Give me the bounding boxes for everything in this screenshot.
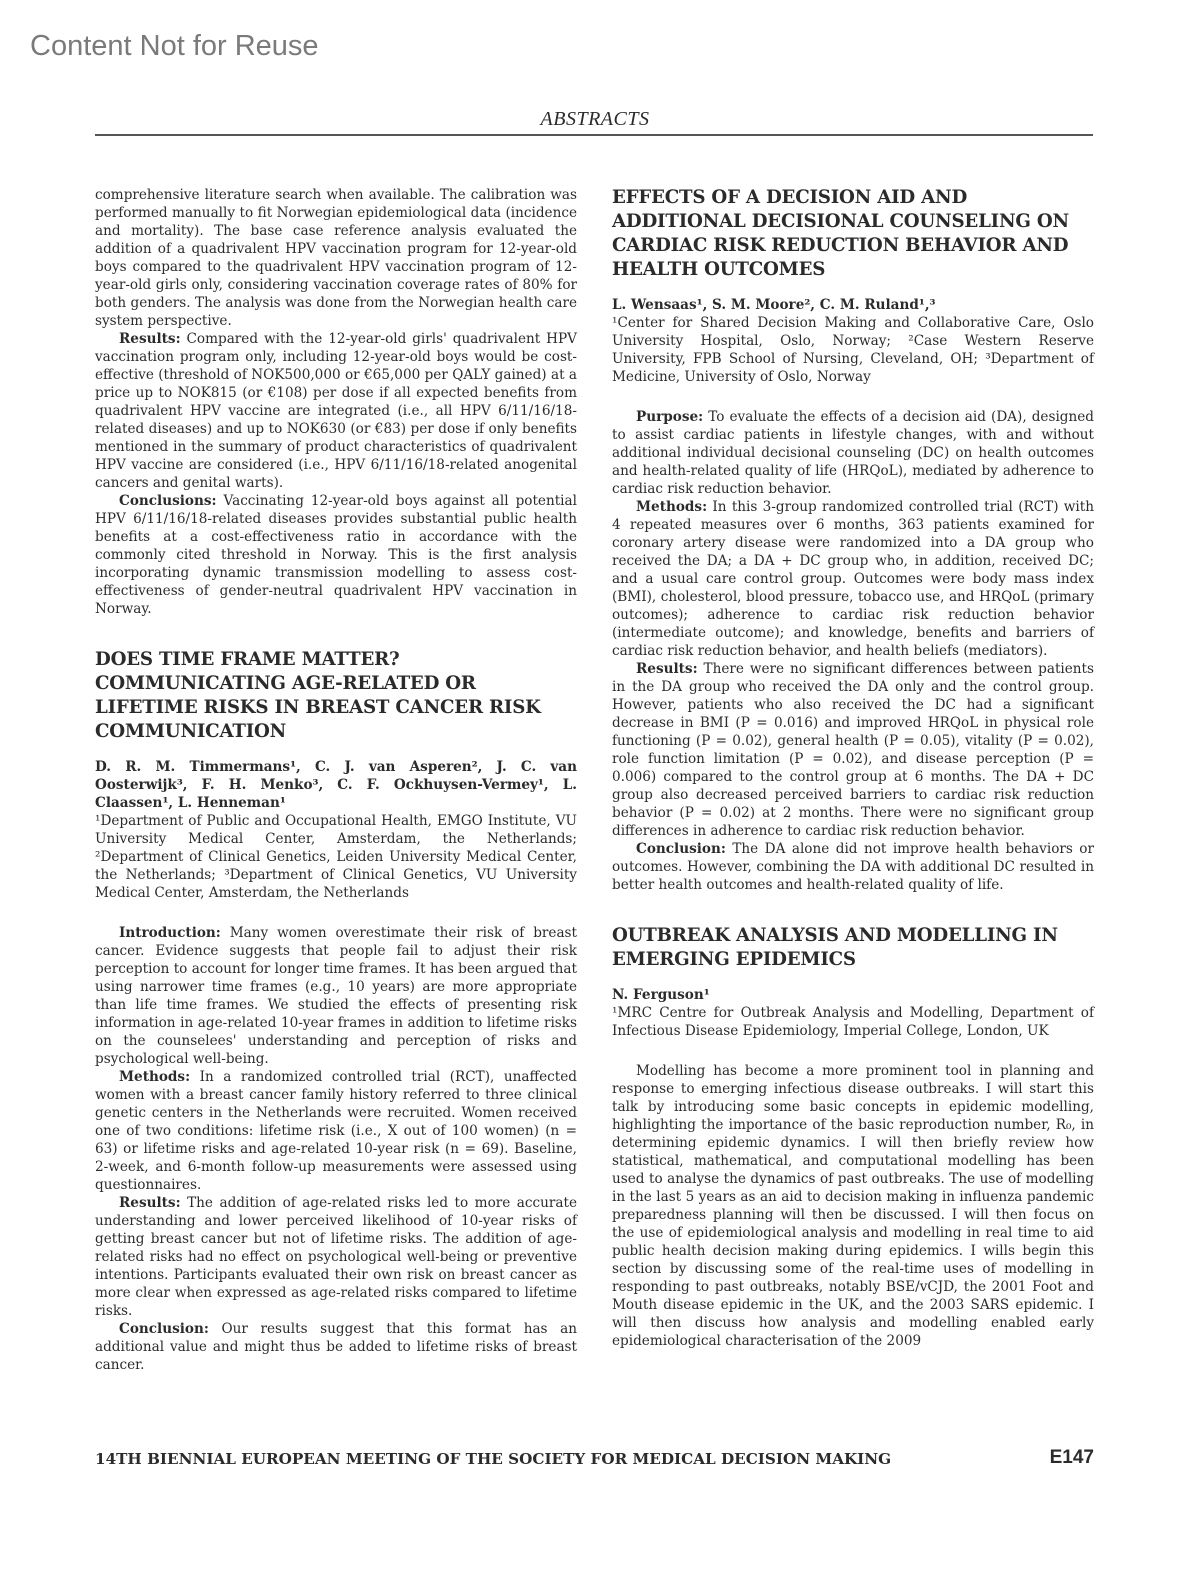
- conclusions-label: Conclusions:: [119, 493, 217, 509]
- conclusion-text-right: The DA alone did not improve health behaviors or outcomes. However, combining the DA with additional DC resulted in better health outcomes and health-related quality of life.: [612, 841, 1094, 893]
- continued-paragraph: comprehensive literature search when available. The calibration was performed manually to fit Norwegian epidemiological data (incidence and mortality). The base case reference analysis evaluated the addition of a quadrivalent HPV vaccination program for 12-year-old boys compared to the quadrivalent HPV vaccination program of 12-year-old girls only, considering vaccination coverage rates of 80% for both genders. The analysis was done from the Norwegian health care system perspective.: [95, 187, 577, 329]
- outbreak-body-paragraph: Modelling has become a more prominent tool in planning and response to emerging infectious disease outbreaks. I will start this talk by introducing some basic concepts in epidemic modelling, highlighting the importance of the basic reproduction number, R₀, in determining epidemic dynamics. I will then briefly review how statistical, mathematical, and computational modelling has been used to analyse the dynamics of past outbreaks. The use of modelling in the last 5 years as an aid to decision making in influenza pandemic preparedness planning will then be discussed. I will then focus on the use of epidemiological analysis and modelling in real time to aid public health decision making during epidemics. I wills begin this section by discussing some of the real-time uses of modelling in responding to past outbreaks, notably BSE/vCJD, the 2001 Foot and Mouth disease epidemic in the UK, and the 2003 SARS epidemic. I will then discuss how analysis and modelling enabled early epidemiological characterisation of the 2009: [612, 1063, 1094, 1349]
- affiliations-breast-cancer: ¹Department of Public and Occupational Health, EMGO Institute, VU University Medical Center, Amsterdam, the Netherlands; ²Department of Clinical Genetics, Leiden University Medical Center, the Netherlands; ³Department of Clinical Genetics, VU University Medical Center, Amsterdam, the Netherlands: [95, 813, 577, 901]
- abstract-title-outbreak: OUTBREAK ANALYSIS AND MODELLING IN EMERGING EPIDEMICS: [612, 925, 1058, 970]
- methods-text: In a randomized controlled trial (RCT), unaffected women with a breast cancer family history referred to three clinical genetic centers in the Netherlands were recruited. Women received one of two conditions: lifetime risk (i.e., X out of 100 women) (n = 63) or lifetime risks and age-related 10-year risk (n = 69). Baseline, 2-week, and 6-month follow-up measurements were assessed using questionnaires.: [95, 1069, 577, 1193]
- affiliations-decision-aid: ¹Center for Shared Decision Making and Collaborative Care, Oslo University Hospital, Oslo, Norway; ²Case Western Reserve University, FPB School of Nursing, Cleveland, OH; ³Department of Medicine, University of Oslo, Norway: [612, 315, 1094, 385]
- purpose-label: Purpose:: [636, 409, 704, 425]
- watermark: Content Not for Reuse: [30, 30, 319, 62]
- methods-text-right: In this 3-group randomized controlled trial (RCT) with 4 repeated measures over 6 months, 363 patients examined for coronary artery disease were randomized into a DA group who received the DA; a DA + DC group who, in addition, received DC; and a usual care control group. Outcomes were body mass index (BMI), cholesterol, blood pressure, tobacco use, and HRQoL (primary outcomes); adherence to cardiac risk reduction behavior (intermediate outcome); and knowledge, benefits and barriers of cardiac risk reduction behavior, and health beliefs (mediators).: [612, 499, 1094, 659]
- results-text-2: The addition of age-related risks led to more accurate understanding and lower perceived likelihood of 10-year risks of getting breast cancer but not of lifetime risks. The addition of age-related risks had no effect on psychological well-being or preventive intentions. Participants evaluated their own risk on breast cancer as more clear when expressed as age-related risks compared to lifetime risks.: [95, 1195, 577, 1319]
- authors-decision-aid: L. Wensaas¹, S. M. Moore², C. M. Ruland¹,³: [612, 297, 936, 313]
- authors-breast-cancer: D. R. M. Timmermans¹, C. J. van Asperen², J. C. van Oosterwijk³, F. H. Menko³, C. F. Ockhuysen-Vermey¹, L. Claassen¹, L. Henneman¹: [95, 759, 577, 811]
- results-paragraph-2: [95, 1194, 577, 1320]
- results-paragraph: [95, 330, 577, 492]
- results-label-right: Results:: [636, 661, 698, 677]
- introduction-text: Many women overestimate their risk of breast cancer. Evidence suggests that people fail to adjust their risk perception to account for longer time frames. It has been argued that using narrower time frames (e.g., 10 years) are more appropriate than life time frames. We studied the effects of presenting risk information in age-related 10-year frames in addition to lifetime risks on the counselees' understanding and perception of risks and psychological well-being.: [95, 925, 577, 1067]
- conclusion-label-2: Conclusion:: [119, 1321, 209, 1337]
- conclusions-text: Vaccinating 12-year-old boys against all potential HPV 6/11/16/18-related diseases provides substantial public health benefits at a cost-effectiveness ratio in accordance with the commonly cited threshold in Norway. This is the first analysis incorporating dynamic transmission modelling to assess cost-effectiveness of gender-neutral quadrivalent HPV vaccination in Norway.: [95, 493, 577, 617]
- conclusion-label-right: Conclusion:: [636, 841, 726, 857]
- results-paragraph-right: [612, 660, 1094, 840]
- purpose-text: To evaluate the effects of a decision aid (DA), designed to assist cardiac patients in lifestyle changes, with and without additional individual decisional counseling (DC) on health outcomes and health-related quality of life (HRQoL), mediated by adherence to cardiac risk reduction behavior.: [612, 409, 1094, 497]
- results-text-right: There were no significant differences between patients in the DA group who received the DA only and the control group. However, patients who also received the DC had a significant decrease in BMI (P = 0.016) and improved HRQoL in physical role functioning (P = 0.02), general health (P = 0.05), vitality (P = 0.02), role function limitation (P = 0.02), and disease perception (P = 0.006) compared to the control group at 6 months. The DA + DC group also decreased perceived barriers to cardiac risk reduction behavior (P = 0.02) at 2 months. There were no significant group differences in adherence to cardiac risk reduction behavior.: [612, 661, 1094, 839]
- right-column: [612, 186, 1094, 1350]
- methods-label-right: Methods:: [636, 499, 708, 515]
- methods-label: Methods:: [119, 1069, 191, 1085]
- affiliations-outbreak: ¹MRC Centre for Outbreak Analysis and Modelling, Department of Infectious Disease Epidemiology, Imperial College, London, UK: [612, 1005, 1094, 1039]
- introduction-paragraph: [95, 924, 577, 1068]
- conclusions-paragraph: [95, 492, 577, 618]
- footer-meeting-title: 14TH BIENNIAL EUROPEAN MEETING OF THE SOCIETY FOR MEDICAL DECISION MAKING: [95, 1450, 892, 1468]
- running-head: ABSTRACTS: [540, 108, 650, 130]
- conclusion-paragraph-2: [95, 1320, 577, 1374]
- page-number: E147: [1049, 1447, 1094, 1468]
- methods-paragraph: [95, 1068, 577, 1194]
- results-text: Compared with the 12-year-old girls' quadrivalent HPV vaccination program only, including 12-year-old boys would be cost-effective (threshold of NOK500,000 or €65,000 per QALY gained) at a price up to NOK815 (or €108) per dose if all expected benefits from quadrivalent HPV vaccine are integrated (i.e., all HPV 6/11/16/18-related diseases) and up to NOK630 (or €83) per dose if only benefits mentioned in the summary of product characteristics of quadrivalent HPV vaccine are considered (i.e., HPV 6/11/16/18-related anogenital cancers and genital warts).: [95, 331, 577, 491]
- header-rule: [95, 134, 1093, 136]
- conclusion-paragraph-right: [612, 840, 1094, 894]
- left-column: [95, 186, 577, 1374]
- results-label-2: Results:: [119, 1195, 181, 1211]
- conclusion-text-2: Our results suggest that this format has an additional value and might thus be added to lifetime risks of breast cancer.: [95, 1321, 577, 1373]
- introduction-label: Introduction:: [119, 925, 221, 941]
- purpose-paragraph: [612, 408, 1094, 498]
- authors-outbreak: N. Ferguson¹: [612, 987, 710, 1003]
- results-label: Results:: [119, 331, 181, 347]
- abstract-title-breast-cancer: DOES TIME FRAME MATTER? COMMUNICATING AGE-RELATED OR LIFETIME RISKS IN BREAST CANCER RISK COMMUNICATION: [95, 649, 541, 742]
- methods-paragraph-right: [612, 498, 1094, 660]
- abstract-title-decision-aid: EFFECTS OF A DECISION AID AND ADDITIONAL DECISIONAL COUNSELING ON CARDIAC RISK REDUCTION BEHAVIOR AND HEALTH OUTCOMES: [612, 187, 1069, 280]
